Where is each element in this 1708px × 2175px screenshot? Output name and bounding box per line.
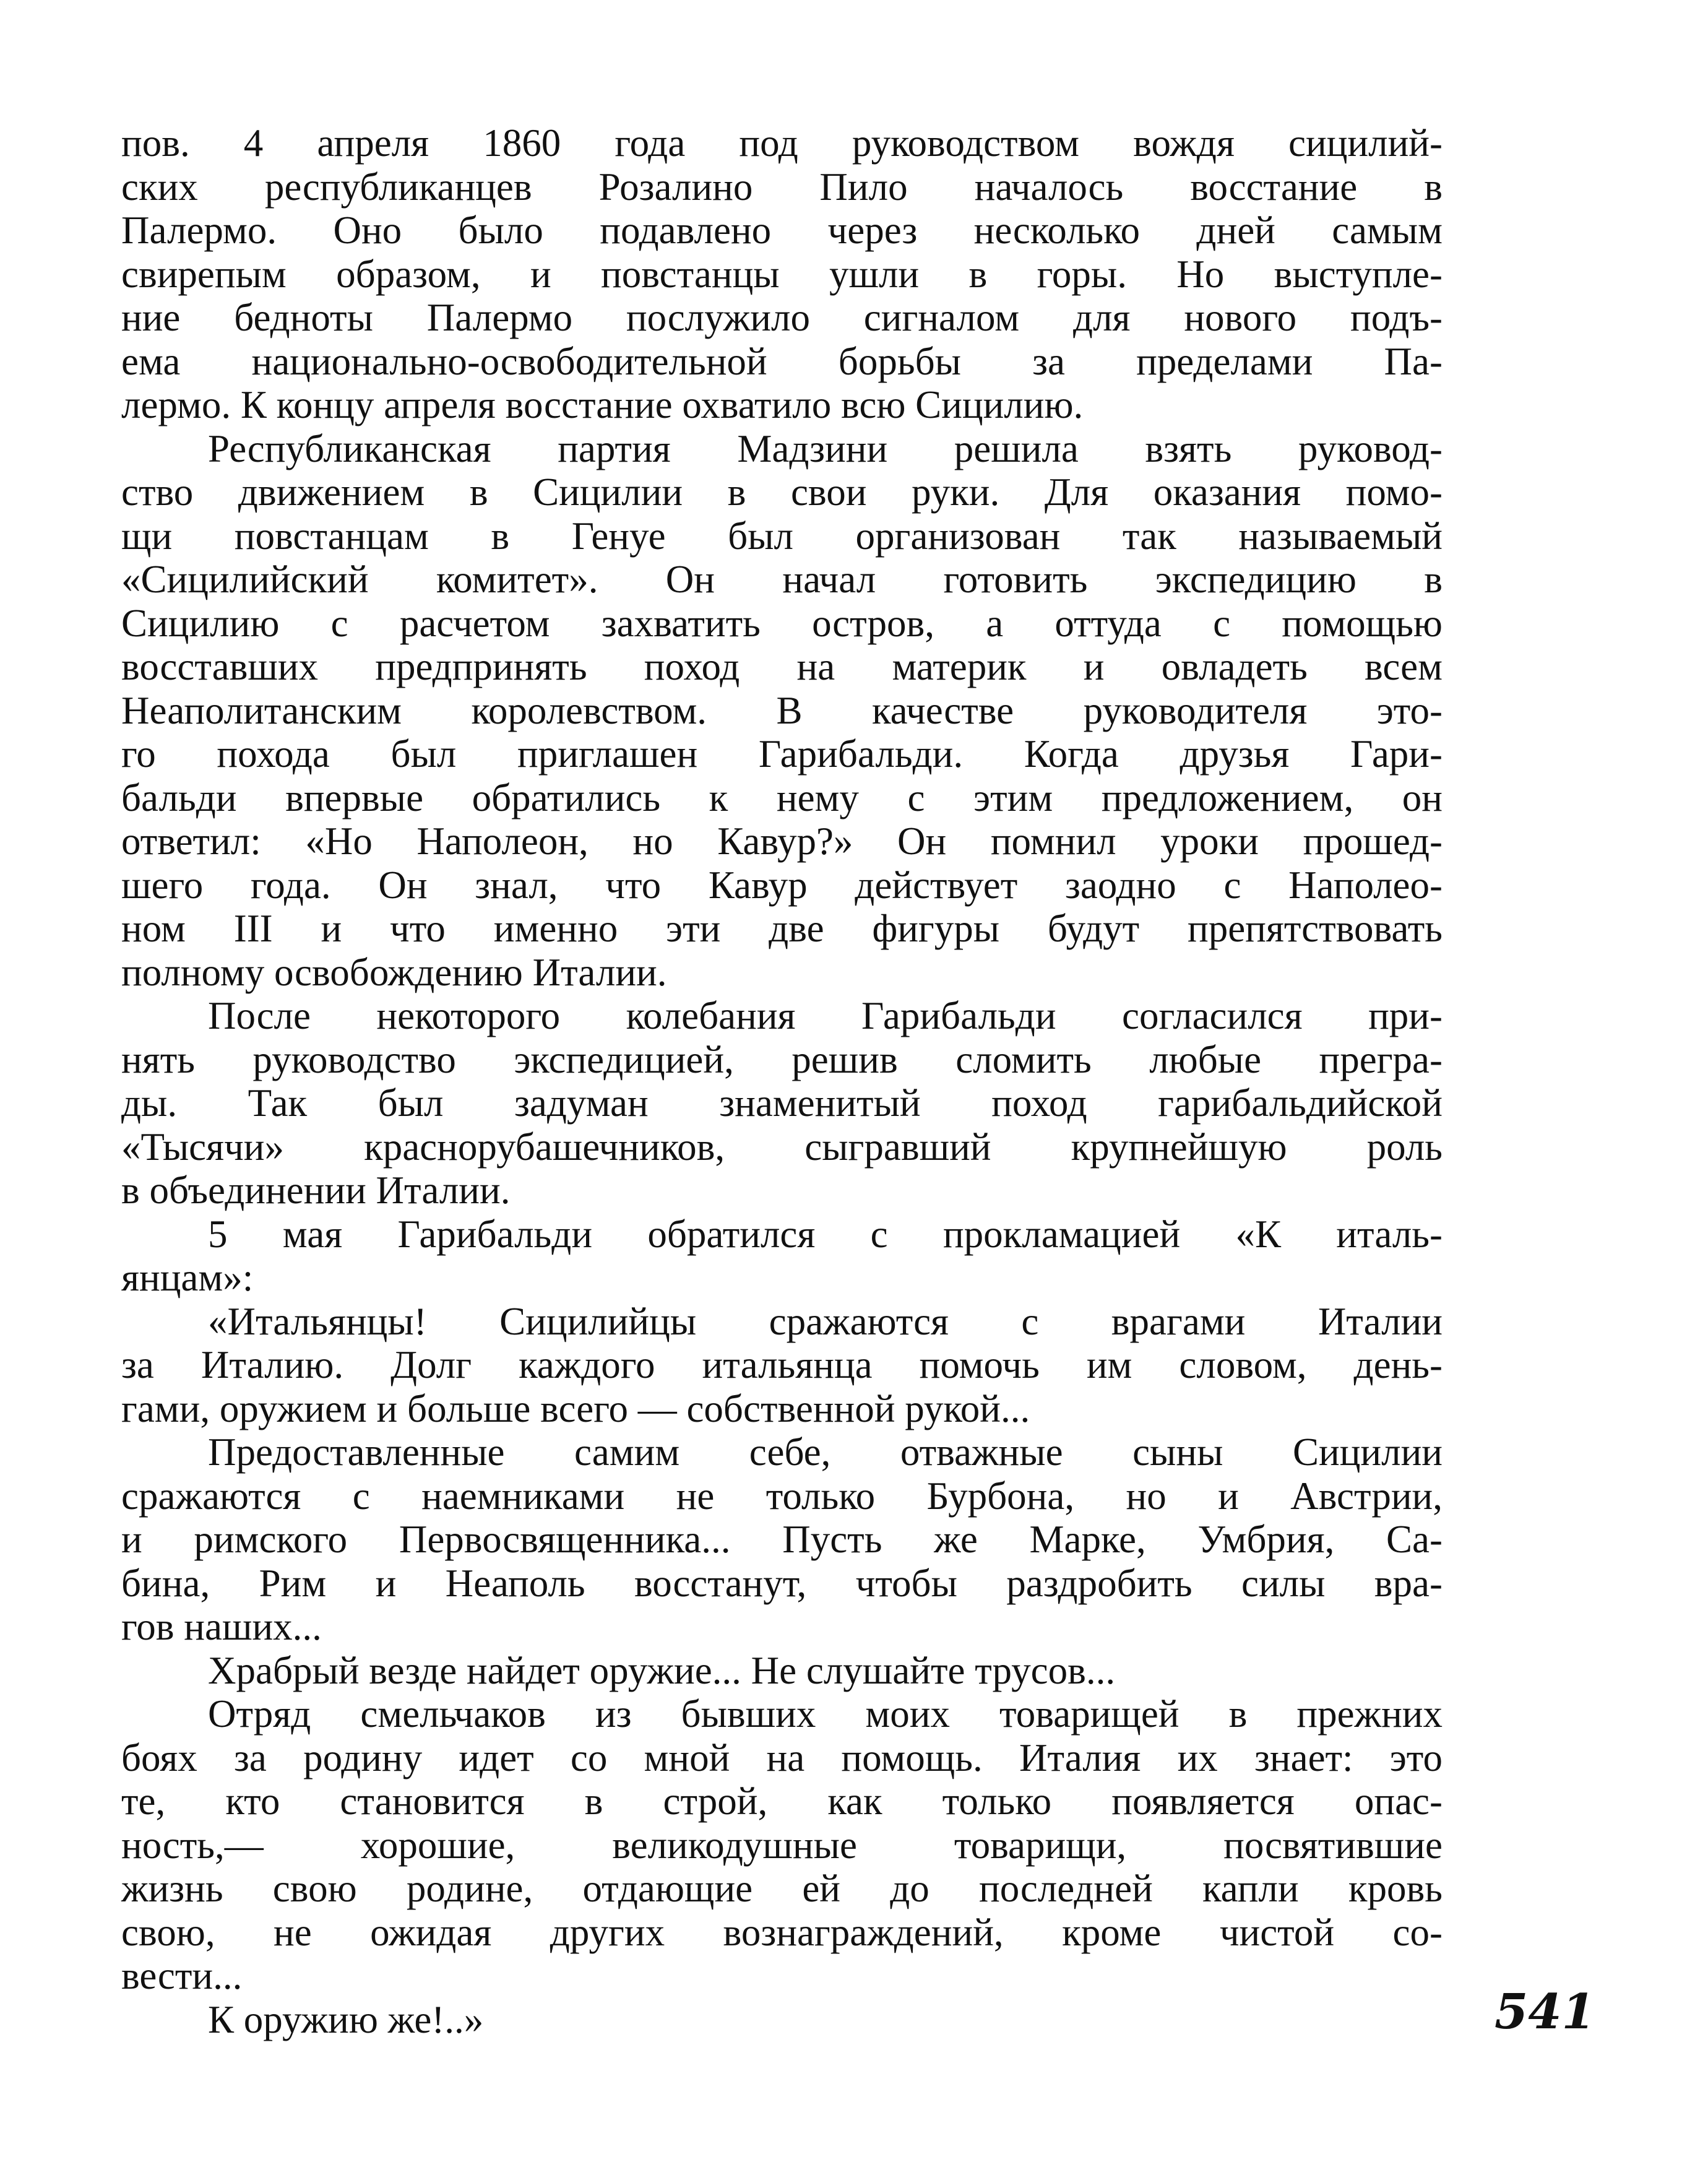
text-line: Республиканская партия Мадзини решила взять руковод- xyxy=(208,426,1443,470)
text-line: и римского Первосвященника... Пусть же Марке, Умбрия, Са- xyxy=(121,1518,1443,1561)
text-line: Неаполитанским королевством. В качестве руководителя это- xyxy=(121,688,1443,732)
text-line: Храбрый везде найдет оружие... Не слушайте трусов... xyxy=(208,1648,1116,1692)
text-line: за Италию. Долг каждого итальянца помочь им словом, день- xyxy=(121,1343,1443,1386)
text-line: боях за родину идет со мной на помощь. Италия их знает: это xyxy=(121,1736,1443,1779)
text-line: в объединении Италии. xyxy=(121,1169,511,1212)
text-line: ном III и что именно эти две фигуры будут препятствовать xyxy=(121,907,1443,950)
text-line: ды. Так был задуман знаменитый поход гарибальдийской xyxy=(121,1081,1443,1125)
text-line: ние бедноты Палермо послужило сигналом для нового подъ- xyxy=(121,296,1443,339)
text-line: После некоторого колебания Гарибальди согласился при- xyxy=(208,994,1443,1037)
text-line: ность,— хорошие, великодушные товарищи, посвятившие xyxy=(121,1823,1443,1867)
text-line: гами, оружием и больше всего — собственной рукой... xyxy=(121,1386,1030,1430)
text-line: Палермо. Оно было подавлено через несколько дней самым xyxy=(121,209,1443,252)
text-line: пов. 4 апреля 1860 года под руководством вождя сицилий- xyxy=(121,121,1443,165)
text-line: шего года. Он знал, что Кавур действует заодно с Наполео- xyxy=(121,863,1443,907)
text-line: бина, Рим и Неаполь восстанут, чтобы раздробить силы вра- xyxy=(121,1561,1443,1605)
text-line: свирепым образом, и повстанцы ушли в горы. Но выступле- xyxy=(121,252,1443,296)
text-line: ответил: «Но Наполеон, но Кавур?» Он помнил уроки прошед- xyxy=(121,819,1443,863)
text-line: свою, не ожидая других вознаграждений, кроме чистой со- xyxy=(121,1910,1443,1954)
text-line: те, кто становится в строй, как только появляется опас- xyxy=(121,1779,1443,1823)
text-line: вести... xyxy=(121,1954,243,1997)
text-line: го похода был приглашен Гарибальди. Когда друзья Гари- xyxy=(121,732,1443,776)
text-line: ема национально-освободительной борьбы за пределами Па- xyxy=(121,339,1443,383)
text-line: нять руководство экспедицией, решив сломить любые прегра- xyxy=(121,1037,1443,1081)
text-line: ских республиканцев Розалино Пило началось восстание в xyxy=(121,165,1443,209)
text-line: полному освобождению Италии. xyxy=(121,950,667,994)
text-line: восставших предпринять поход на материк и овладеть всем xyxy=(121,645,1443,688)
text-line: бальди впервые обратились к нему с этим предложением, он xyxy=(121,776,1443,819)
text-line: «Сицилийский комитет». Он начал готовить экспедицию в xyxy=(121,558,1443,601)
text-line: Сицилию с расчетом захватить остров, а оттуда с помощью xyxy=(121,601,1443,645)
text-line: Отряд смельчаков из бывших моих товарищей в прежних xyxy=(208,1692,1443,1736)
text-line: «Тысячи» краснорубашечников, сыгравший крупнейшую роль xyxy=(121,1125,1443,1169)
text-line: янцам»: xyxy=(121,1256,254,1299)
text-line: К оружию же!..» xyxy=(208,1997,484,2041)
text-line: гов наших... xyxy=(121,1605,322,1648)
page-number: 541 xyxy=(1494,1984,1595,2040)
text-line: жизнь свою родине, отдающие ей до последней капли кровь xyxy=(121,1867,1443,1910)
text-line: щи повстанцам в Генуе был организован так называемый xyxy=(121,514,1443,558)
body-text xyxy=(121,121,1443,2041)
text-line: лермо. К концу апреля восстание охватило всю Сицилию. xyxy=(121,383,1084,426)
text-line: Предоставленные самим себе, отважные сыны Сицилии xyxy=(208,1430,1443,1474)
text-line: сражаются с наемниками не только Бурбона, но и Австрии, xyxy=(121,1474,1443,1518)
text-line: 5 мая Гарибальди обратился с прокламацией «К италь- xyxy=(208,1212,1443,1256)
text-line: ство движением в Сицилии в свои руки. Для оказания помо- xyxy=(121,470,1443,514)
text-line: «Итальянцы! Сицилийцы сражаются с врагами Италии xyxy=(208,1299,1443,1343)
